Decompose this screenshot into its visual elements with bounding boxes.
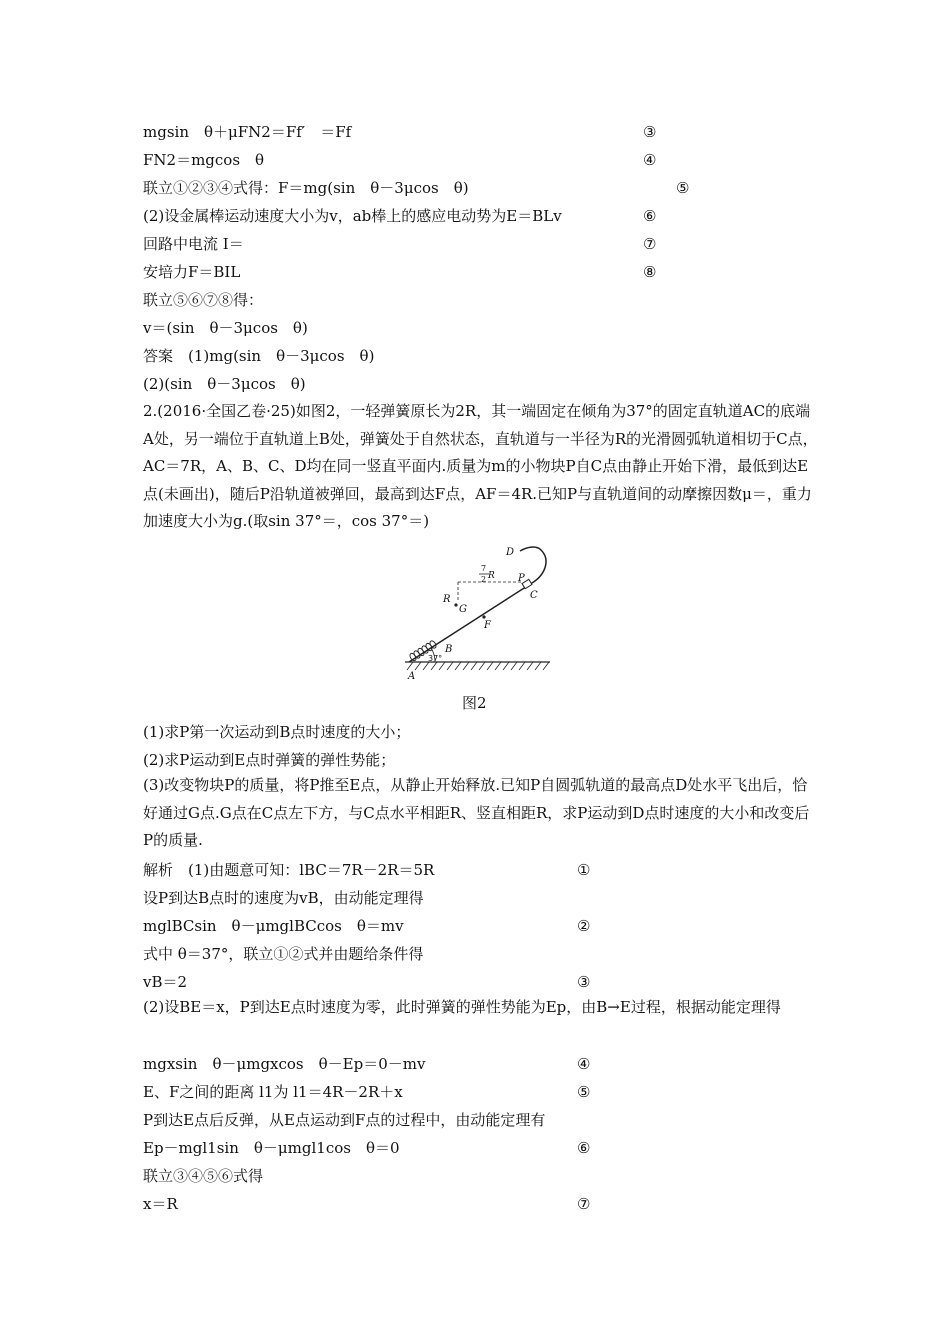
equation-line: 联立⑤⑥⑦⑧得： xyxy=(143,291,264,309)
equation-number: ⑥ xyxy=(577,1139,591,1157)
equation-number: ⑦ xyxy=(577,1195,591,1213)
label-angle: 37° xyxy=(428,654,443,663)
label-f: F xyxy=(484,620,491,631)
solution-line: E、F之间的距离 l1为 l1＝4R－2R＋x xyxy=(143,1083,403,1101)
label-p: P xyxy=(518,573,525,584)
solution-line: x＝R xyxy=(143,1195,178,1213)
equation-line: 回路中电流 I＝ xyxy=(143,235,244,253)
label-d: D xyxy=(506,547,515,558)
label-b: B xyxy=(445,644,453,655)
figure-diagram xyxy=(395,545,555,685)
label-seven: 7 xyxy=(481,564,487,573)
equation-line: mgsin θ＋μFN2＝Ff′ ＝Ff xyxy=(143,123,352,141)
equation-number: ⑥ xyxy=(643,207,657,225)
solution-line: Ep－mgl1sin θ－μmgl1cos θ＝0 xyxy=(143,1139,400,1157)
equation-number: ⑧ xyxy=(643,263,657,281)
equation-number: ⑤ xyxy=(676,179,690,197)
label-c: C xyxy=(530,590,538,601)
solution-line: mglBCsin θ－μmglBCcos θ＝mv xyxy=(143,917,404,935)
equation-line: 联立①②③④式得：F＝mg(sin θ－3μcos θ) xyxy=(143,179,469,197)
question-1: (1)求P第一次运动到B点时速度的大小； xyxy=(143,723,411,741)
point-f xyxy=(482,615,485,618)
equation-line: 安培力F＝BIL xyxy=(143,263,241,281)
label-g: G xyxy=(459,604,467,615)
answer-line: 答案 (1)mg(sin θ－3μcos θ) xyxy=(143,347,375,365)
equation-number: ② xyxy=(577,917,591,935)
incline-track xyxy=(409,583,532,662)
solution-line: 式中 θ＝37°，联立①②式并由题给条件得 xyxy=(143,945,424,963)
solution-line: 联立③④⑤⑥式得 xyxy=(143,1167,264,1185)
equation-line: v＝(sin θ－3μcos θ) xyxy=(143,319,308,337)
question-3: (3)改变物块P的质量，将P推至E点，从静止开始释放.已知P自圆弧轨道的最高点D处水平飞出后，恰好通过G点.G点在C点左下方，与C点水平相距R、竖直相距R，求P运动到D点时速度的大小和改变后P的质量. xyxy=(143,776,810,849)
solution-line: mgxsin θ－μmgxcos θ－Ep＝0－mv xyxy=(143,1055,426,1073)
figure-caption: 图2 xyxy=(462,694,487,712)
point-g xyxy=(454,603,457,606)
label-r: R xyxy=(443,594,451,605)
equation-line: FN2＝mgcos θ xyxy=(143,151,265,169)
solution-line: 解析 (1)由题意可知：lBC＝7R－2R＝5R xyxy=(143,861,435,879)
problem-statement: 2.(2016·全国乙卷·25)如图2，一轻弹簧原长为2R，其一端固定在倾角为37°的固定直轨道AC的底端A处，另一端位于直轨道上B处，弹簧处于自然状态，直轨道与一半径为R的光滑圆弧轨道相切于C点，AC＝7R，A、B、C、D均在同一竖直平面内.质量为m的小物块P自C点由静止开始下滑，最低到达E点(未画出)，随后P沿轨道被弹回，最高到达F点，AF＝4R.已知P与直轨道间的动摩擦因数μ＝，重力加速度大小为g.(取sin 37°＝，cos 37°＝) xyxy=(143,402,818,530)
label-a: A xyxy=(408,671,416,682)
solution-paragraph: (2)设BE＝x，P到达E点时速度为零，此时弹簧的弹性势能为Ep，由B→E过程，根据动能定理得 xyxy=(143,998,781,1016)
answer-line: (2)(sin θ－3μcos θ) xyxy=(143,375,306,393)
equation-number: ④ xyxy=(643,151,657,169)
equation-line: (2)设金属棒运动速度大小为v，ab棒上的感应电动势为E＝BLv xyxy=(143,207,562,225)
solution-line: P到达E点后反弹，从E点运动到F点的过程中，由动能定理有 xyxy=(143,1111,546,1129)
question-2: (2)求P运动到E点时弹簧的弹性势能； xyxy=(143,751,396,769)
equation-number: ⑤ xyxy=(577,1083,591,1101)
solution-line: 设P到达B点时的速度为vB，由动能定理得 xyxy=(143,889,424,907)
label-two: 2 xyxy=(481,575,487,584)
label-r2: R xyxy=(488,571,495,581)
equation-number: ③ xyxy=(643,123,657,141)
solution-line: vB＝2 xyxy=(143,973,188,991)
equation-number: ⑦ xyxy=(643,235,657,253)
equation-number: ④ xyxy=(577,1055,591,1073)
equation-number: ③ xyxy=(577,973,591,991)
equation-number: ① xyxy=(577,861,591,879)
